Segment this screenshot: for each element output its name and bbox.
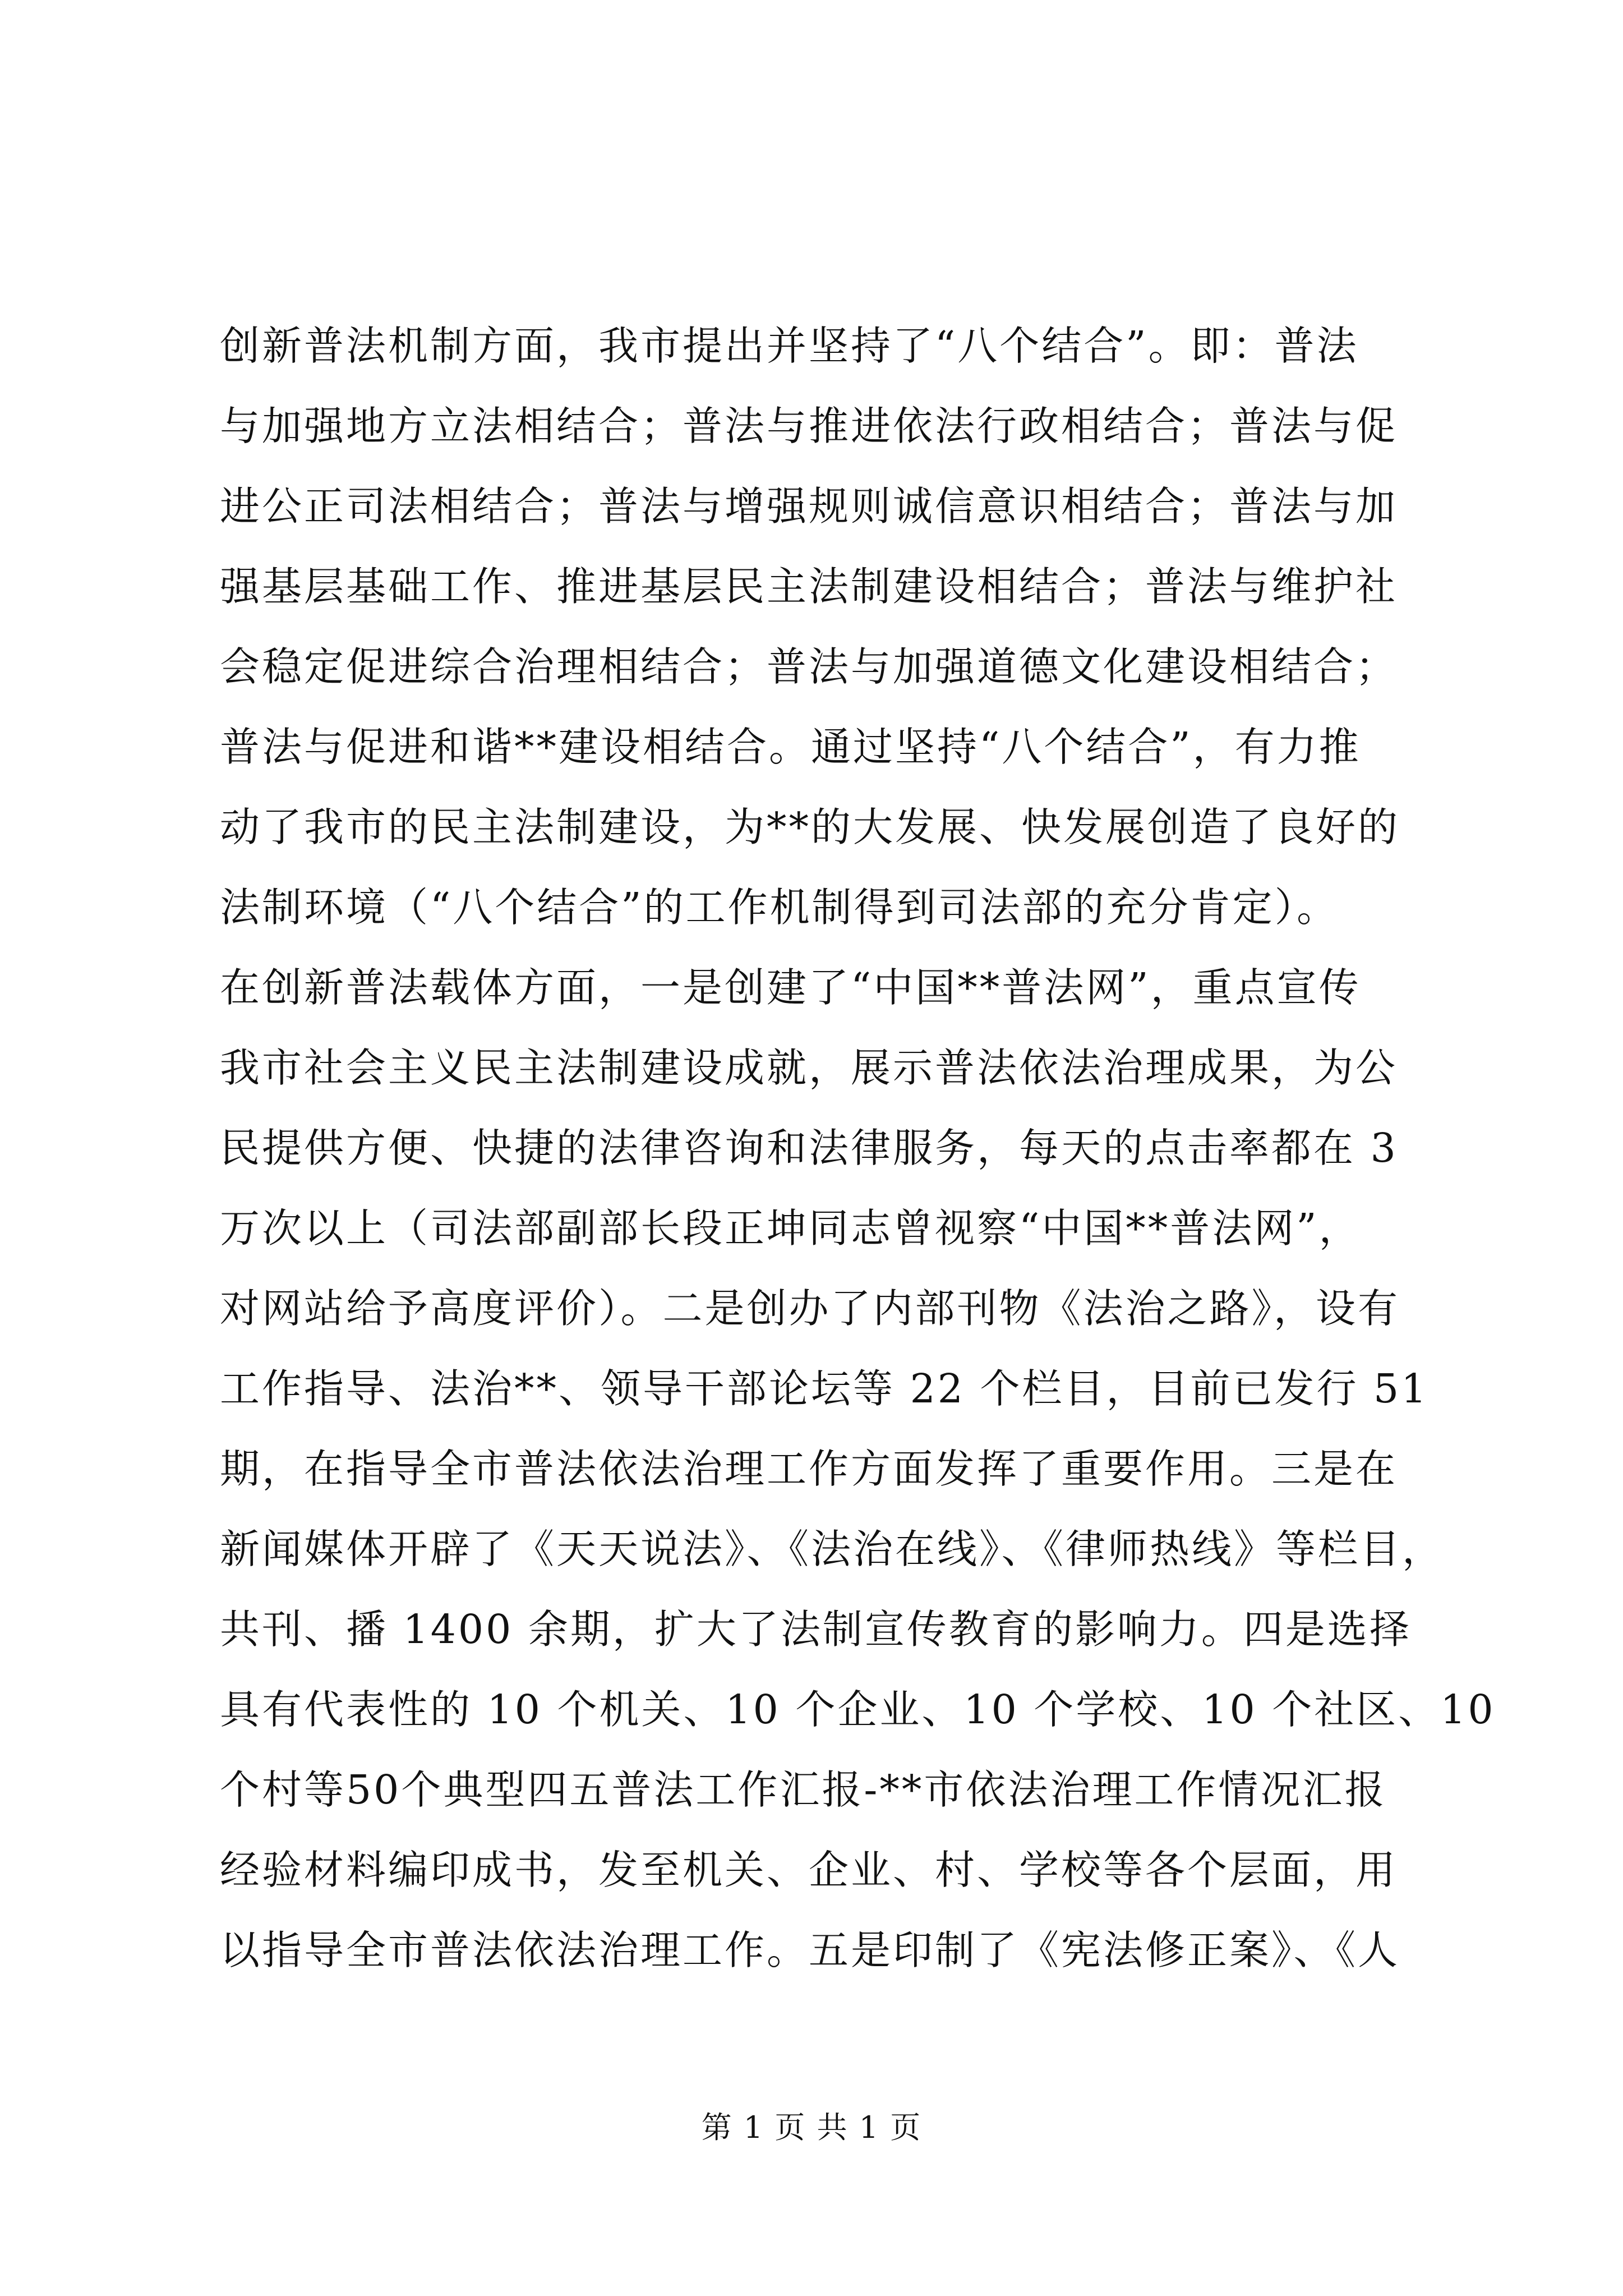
text-line: 我市社会主义民主法制建设成就，展示普法依法治理成果，为公: [220, 1045, 1398, 1091]
text-line: 个村等50个典型四五普法工作汇报-**市依法治理工作情况汇报: [220, 1766, 1387, 1813]
text-line: 法制环境（“八个结合”的工作机制得到司法部的充分肯定）。: [220, 884, 1339, 931]
page-footer: [0, 2104, 1623, 2147]
text-line: 万次以上（司法部副部长段正坤同志曾视察“中国**普法网”，: [220, 1205, 1361, 1251]
text-line: 工作指导、法治**、领导干部论坛等 22 个栏目，目前已发行 51: [220, 1365, 1429, 1412]
text-line: 与加强地方立法相结合；普法与推进依法行政相结合；普法与促: [220, 403, 1398, 449]
text-line: 在创新普法载体方面，一是创建了“中国**普法网”，重点宣传: [220, 964, 1361, 1011]
text-line: 对网站给予高度评价）。二是创办了内部刊物《法治之路》，设有: [220, 1285, 1400, 1332]
text-line: 普法与促进和谐**建设相结合。通过坚持“八个结合”，有力推: [220, 724, 1361, 770]
page-number: 第 1 页 共 1 页: [701, 2110, 922, 2145]
text-line: 期，在指导全市普法依法治理工作方面发挥了重要作用。三是在: [220, 1446, 1398, 1492]
document-body: [220, 306, 1496, 1990]
text-line: 会稳定促进综合治理相结合；普法与加强道德文化建设相结合；: [220, 643, 1398, 690]
text-line: 共刊、播 1400 余期，扩大了法制宣传教育的影响力。四是选择: [220, 1606, 1412, 1653]
text-line: 强基层基础工作、推进基层民主法制建设相结合；普法与维护社: [220, 563, 1398, 610]
text-line: 创新普法机制方面，我市提出并坚持了“八个结合”。即：普法: [220, 323, 1359, 369]
text-line: 新闻媒体开辟了《天天说法》、《法治在线》、《律师热线》等栏目，: [220, 1526, 1445, 1572]
text-line: 民提供方便、快捷的法律咨询和法律服务，每天的点击率都在 3: [220, 1125, 1398, 1171]
text-line: 以指导全市普法依法治理工作。五是印制了《宪法修正案》、《人: [220, 1927, 1400, 1973]
text-line: 动了我市的民主法制建设，为**的大发展、快发展创造了良好的: [220, 804, 1400, 850]
text-line: 经验材料编印成书，发至机关、企业、村、学校等各个层面，用: [220, 1847, 1398, 1893]
text-line: 具有代表性的 10 个机关、10 个企业、10 个学校、10 个社区、10: [220, 1686, 1496, 1733]
text-line: 进公正司法相结合；普法与增强规则诚信意识相结合；普法与加: [220, 483, 1398, 530]
